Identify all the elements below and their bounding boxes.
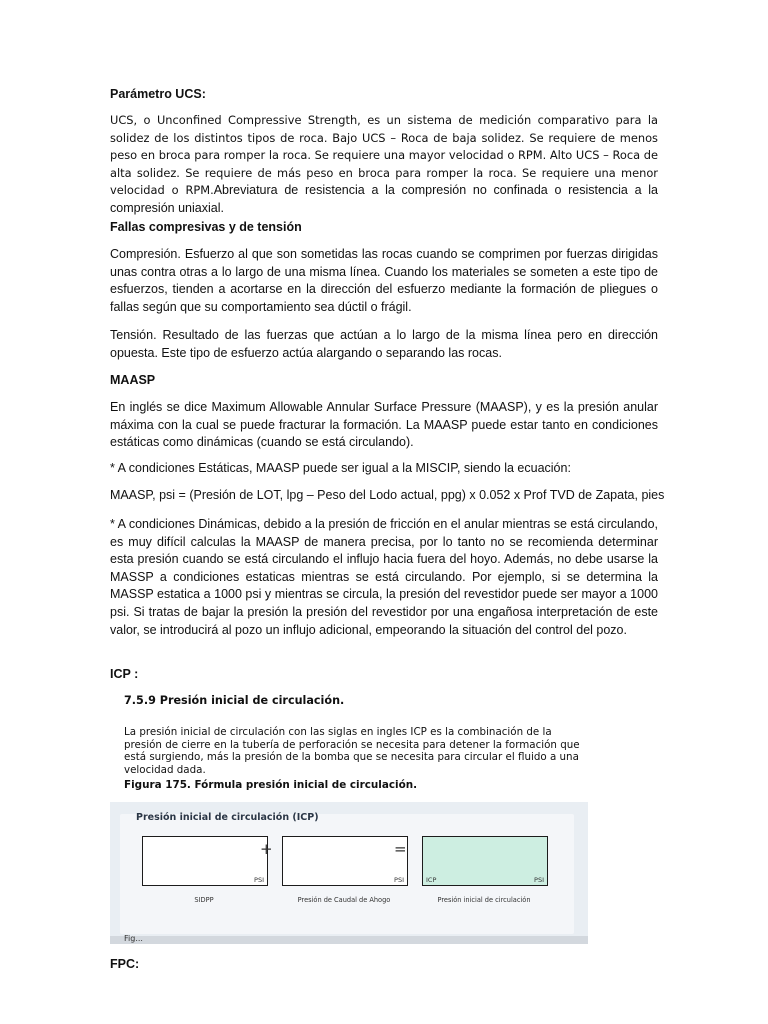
- sidpp-box: [142, 836, 268, 886]
- equals-operator: =: [394, 840, 407, 858]
- maasp-static-line: * A condiciones Estáticas, MAASP puede ser igual a la MISCIP, siendo la ecuación:: [110, 461, 571, 475]
- sidpp-label: SIDPP: [194, 896, 214, 904]
- plus-operator: +: [260, 840, 273, 858]
- icp-prefix: ICP: [426, 876, 437, 884]
- ucs-body-tail: Abreviatura de resistencia a la compresión no confinada o resistencia a la compresión uniaxial.: [110, 183, 658, 215]
- tension-paragraph: Tensión. Resultado de las fuerzas que actúan a lo largo de la misma línea pero en dirección opuesta. Este tipo de esfuerzo actúa alargando o separando las rocas.: [110, 328, 658, 360]
- fpc-heading: FPC:: [110, 957, 140, 971]
- compresion-paragraph: Compresión. Esfuerzo al que son sometidas las rocas cuando se comprimen por fuerzas dirigidas unas contra otras a lo largo de una misma línea. Cuando los materiales se someten a este tipo de esfuerzos, tienden a acortarse en la dirección del esfuerzo mediante la formación de pliegues o fallas según que su comportamiento sea dúctil o frágil.: [110, 247, 658, 314]
- ucs-paragraph: [110, 112, 658, 218]
- caudal-label: Presión de Caudal de Ahogo: [297, 896, 391, 904]
- maasp-intro-paragraph: En inglés se dice Maximum Allowable Annular Surface Pressure (MAASP), y es la presión anular máxima con la cual se puede fracturar la formación. La MAASP puede estar tanto en condiciones estáticas como dinámicas (cuando se está circulando).: [110, 400, 658, 450]
- caudal-unit: PSI: [394, 876, 404, 884]
- sidpp-unit: PSI: [254, 876, 264, 884]
- figure-body-text: La presión inicial de circulación con las siglas en ingles ICP es la combinación de la presión de cierre en la tubería de perforación se necesita para detener la formación que está surgiendo, más la presión de la bomba que se necesita para circular el fluido a una velocidad dada.: [124, 726, 580, 776]
- figure-bottom-strip: [110, 936, 588, 944]
- icp-label: Presión inicial de circulación: [437, 896, 531, 904]
- figure-panel-title: Presión inicial de circulación (ICP): [136, 812, 319, 823]
- caudal-box: [282, 836, 408, 886]
- ucs-heading: Parámetro UCS:: [110, 87, 206, 101]
- icp-unit: PSI: [534, 876, 544, 884]
- icp-box: [422, 836, 548, 886]
- icp-figure: [110, 690, 588, 946]
- maasp-formula-line: MAASP, psi = (Presión de LOT, lpg – Peso del Lodo actual, ppg) x 0.052 x Prof TVD de Zapata, pies: [110, 488, 665, 502]
- figure-section-title: 7.5.9 Presión inicial de circulación.: [124, 694, 345, 707]
- figure-bottom-text: Fig...: [124, 934, 143, 943]
- fallas-heading: Fallas compresivas y de tensión: [110, 220, 302, 234]
- icp-heading: ICP :: [110, 667, 139, 681]
- figure-caption: Figura 175. Fórmula presión inicial de circulación.: [124, 779, 418, 791]
- maasp-heading: MAASP: [110, 373, 156, 387]
- maasp-dynamic-paragraph: * A condiciones Dinámicas, debido a la presión de fricción en el anular mientras se está circulando, es muy difícil calculas la MAASP de manera precisa, por lo tanto no se recomienda determinar esta presión cuando se está circulando el influjo hacia fuera del hoyo. Además, no debe usarse la MASSP a condiciones estaticas mientras se está circulando. Por ejemplo, si se determina la MASSP estatica a 1000 psi y mientras se circula, la presión del revestidor puede ser mayor a 1000 psi. Si tratas de bajar la presión la presión del revestidor por una engañosa interpretación de este valor, se introducirá al pozo un influjo adicional, empeorando la situación del control del pozo.: [110, 517, 658, 637]
- ucs-body-sans: UCS, o Unconfined Compressive Strength, es un sistema de medición comparativo para la solidez de los distintos tipos de roca. Bajo UCS – Roca de baja solidez. Se requiere de menos peso en broca para romper la roca. Se requiere una mayor velocidad o RPM. Alto UCS – Roca de alta solidez. Se requiere de más peso en broca para romper la roca. Se requiere una menor velocidad o RPM.: [110, 113, 658, 198]
